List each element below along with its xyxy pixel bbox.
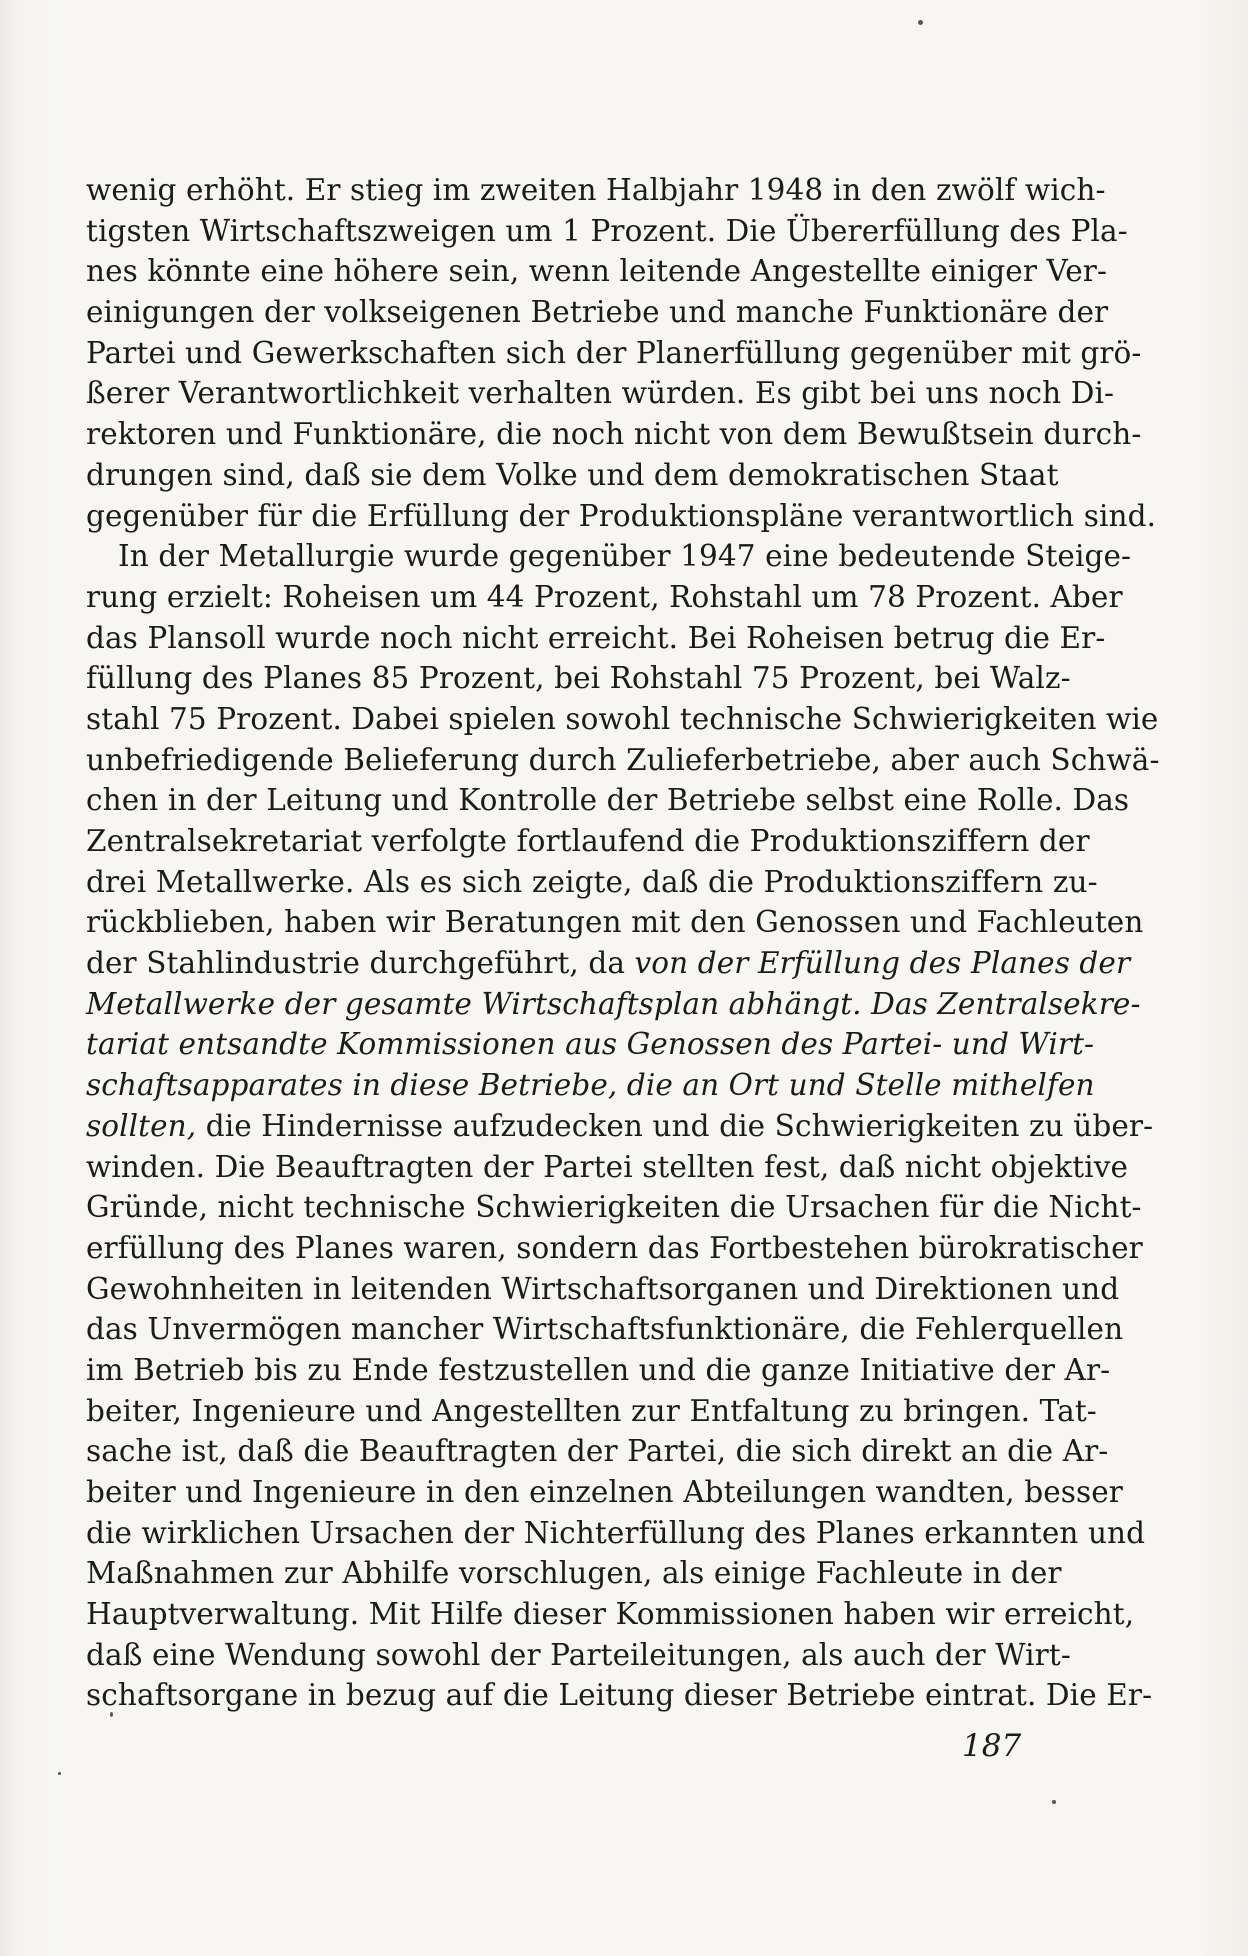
text-line — [86, 984, 1141, 1025]
text-line: Hauptverwaltung. Mit Hilfe dieser Kommissionen haben wir erreicht, — [86, 1597, 1135, 1632]
text-line: Gewohnheiten in leitenden Wirtschaftsorganen und Direktionen und — [86, 1271, 1120, 1306]
text-line: einigungen der volkseigenen Betriebe und manche Funktionäre der — [86, 295, 1109, 330]
text-line: rektoren und Funktionäre, die noch nicht von dem Bewußtsein durch- — [86, 417, 1142, 452]
text-line: rückblieben, haben wir Beratungen mit den Genossen und Fachleuten — [86, 905, 1144, 940]
scan-speck — [1052, 1800, 1056, 1804]
text-line — [86, 943, 1131, 984]
text-line: drungen sind, daß sie dem Volke und dem demokratischen Staat — [86, 457, 1059, 492]
text-line: wenig erhöht. Er stieg im zweiten Halbjahr 1948 in den zwölf wich- — [86, 173, 1106, 207]
text-line: Partei und Gewerkschaften sich der Planerfüllung gegenüber mit grö- — [86, 335, 1142, 370]
text-line — [86, 1024, 1095, 1065]
scan-speck — [58, 1772, 61, 1775]
text-line — [86, 1106, 1154, 1147]
text-line: chen in der Leitung und Kontrolle der Betriebe selbst eine Rolle. Das — [86, 783, 1130, 818]
body-text — [86, 170, 1160, 1716]
text-line: unbefriedigende Belieferung durch Zulieferbetriebe, aber auch Schwä- — [86, 742, 1160, 777]
text-line: schaftsorgane in bezug auf die Leitung dieser Betriebe eintrat. Die Er- — [86, 1678, 1153, 1713]
text-segment: die Hindernisse aufzudecken und die Schwierigkeiten zu über- — [196, 1108, 1154, 1143]
text-line: füllung des Planes 85 Prozent, bei Rohstahl 75 Prozent, bei Walz- — [86, 661, 1071, 696]
italic-segment: sollten, — [86, 1108, 197, 1143]
scan-speck — [110, 1712, 113, 1717]
text-line: das Unvermögen mancher Wirtschaftsfunktionäre, die Fehlerquellen — [86, 1312, 1124, 1347]
text-line: beiter, Ingenieure und Angestellten zur Entfaltung zu bringen. Tat- — [86, 1393, 1097, 1428]
italic-segment: tariat entsandte Kommissionen aus Genossen des Partei- und Wirt- — [86, 1027, 1095, 1062]
scan-speck — [918, 20, 923, 25]
text-line: erfüllung des Planes waren, sondern das Fortbestehen bürokratischer — [86, 1230, 1143, 1265]
text-line: Gründe, nicht technische Schwierigkeiten die Ursachen für die Nicht- — [86, 1190, 1142, 1225]
text-line: beiter und Ingenieure in den einzelnen Abteilungen wandten, besser — [86, 1475, 1123, 1509]
text-line: daß eine Wendung sowohl der Parteileitungen, als auch der Wirt- — [86, 1637, 1071, 1672]
text-segment: der Stahlindustrie durchgeführt, da — [86, 946, 635, 981]
text-line: das Plansoll wurde noch nicht erreicht. Bei Roheisen betrug die Er- — [86, 620, 1106, 655]
text-line: gegenüber für die Erfüllung der Produktionspläne verantwortlich sind. — [86, 498, 1157, 533]
text-line: Zentralsekretariat verfolgte fortlaufend die Produktionsziffern der — [86, 824, 1090, 858]
text-line — [86, 1065, 1095, 1106]
text-line: stahl 75 Prozent. Dabei spielen sowohl technische Schwierigkeiten wie — [86, 701, 1159, 736]
text-line: im Betrieb bis zu Ende festzustellen und die ganze Initiative der Ar- — [86, 1352, 1111, 1387]
italic-segment: Metallwerke der gesamte Wirtschaftsplan abhängt. Das Zentralsekre- — [86, 986, 1141, 1021]
italic-segment: von der Erfüllung des Planes der — [634, 946, 1131, 981]
italic-segment: schaftsapparates in diese Betriebe, die an Ort und Stelle mithelfen — [86, 1068, 1095, 1103]
text-line: die wirklichen Ursachen der Nichterfüllung des Planes erkannten und — [86, 1515, 1146, 1550]
text-line: tigsten Wirtschaftszweigen um 1 Prozent. Die Übererfüllung des Pla- — [86, 213, 1128, 248]
text-line: rung erzielt: Roheisen um 44 Prozent, Rohstahl um 78 Prozent. Aber — [86, 579, 1123, 614]
text-line: ßerer Verantwortlichkeit verhalten würden. Es gibt bei uns noch Di- — [86, 376, 1115, 411]
text-line: Maßnahmen zur Abhilfe vorschlugen, als einige Fachleute in der — [86, 1556, 1062, 1591]
text-line: winden. Die Beauftragten der Partei stellten fest, daß nicht objektive — [86, 1149, 1129, 1184]
text-line: In der Metallurgie wurde gegenüber 1947 eine bedeutende Steige- — [118, 539, 1132, 574]
text-line: sache ist, daß die Beauftragten der Partei, die sich direkt an die Ar- — [86, 1434, 1109, 1469]
page-number: 187 — [962, 1728, 1022, 1764]
text-line: drei Metallwerke. Als es sich zeigte, daß die Produktionsziffern zu- — [86, 864, 1098, 899]
text-line: nes könnte eine höhere sein, wenn leitende Angestellte einiger Ver- — [86, 254, 1108, 289]
